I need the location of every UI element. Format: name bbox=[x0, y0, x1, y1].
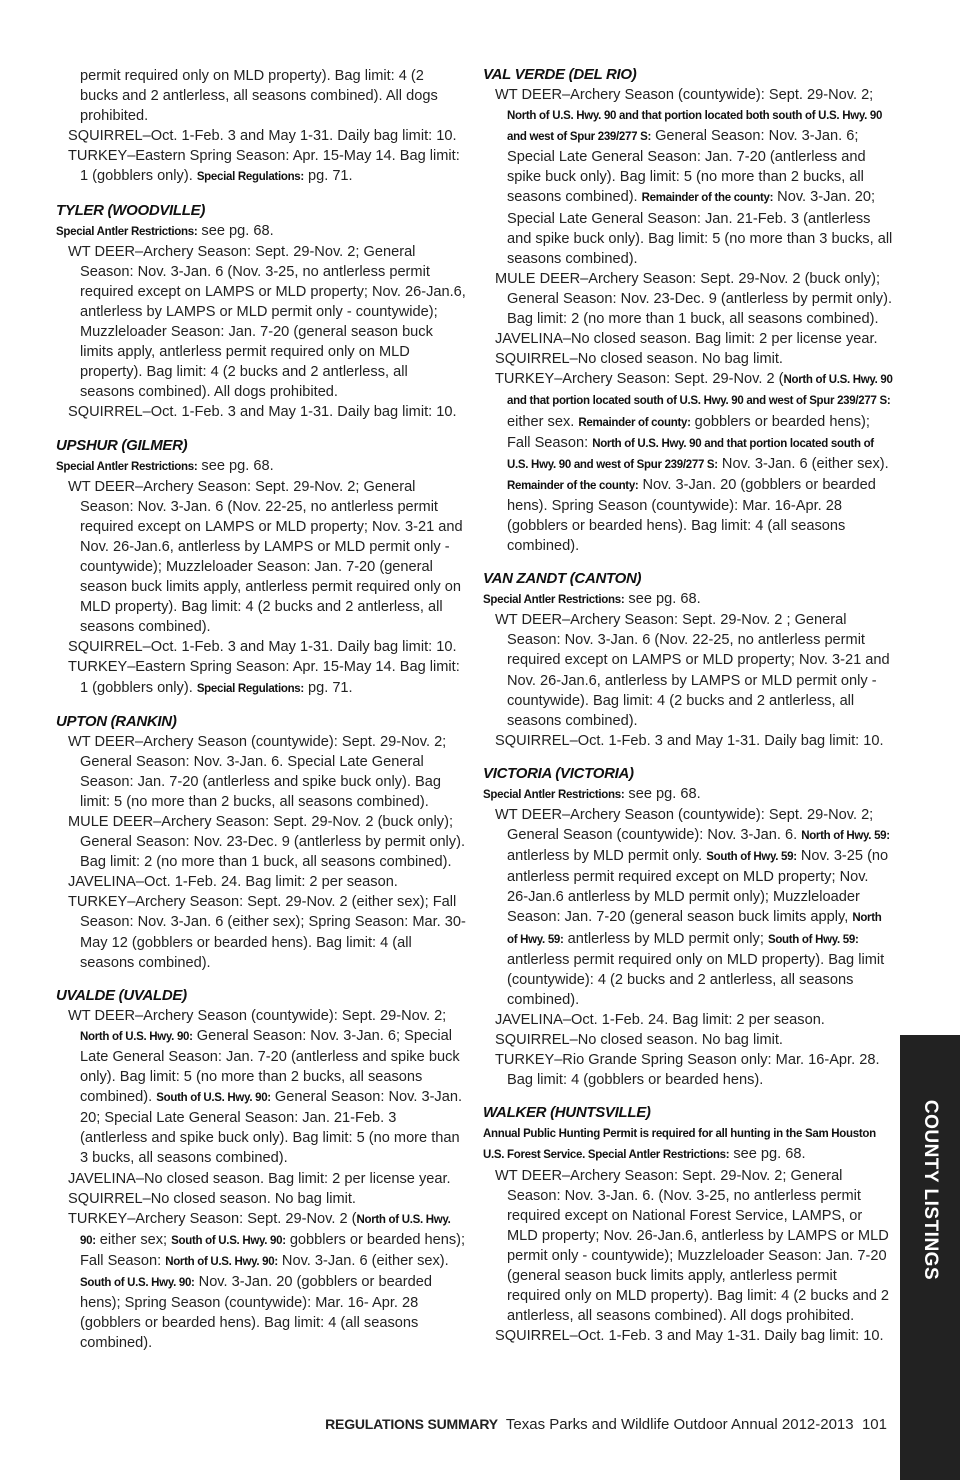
regulation-paragraph bbox=[56, 456, 466, 477]
regulation-paragraph bbox=[483, 784, 893, 805]
regulation-text: see pg. 68. bbox=[624, 785, 701, 802]
regulation-text: SQUIRREL–Oct. 1-Feb. 3 and May 1-31. Daily bag limit: 10. bbox=[495, 1328, 884, 1345]
regulation-text: SQUIRREL–Oct. 1-Feb. 3 and May 1-31. Daily bag limit: 10. bbox=[68, 404, 457, 421]
bold-qualifier: Remainder of county: bbox=[578, 416, 691, 429]
regulation-paragraph bbox=[483, 731, 893, 751]
regulation-paragraph bbox=[56, 126, 466, 146]
regulation-paragraph bbox=[483, 329, 893, 349]
regulation-paragraph bbox=[56, 1169, 466, 1189]
bold-qualifier: Special Regulations: bbox=[196, 682, 304, 695]
regulation-text: either sex. bbox=[507, 413, 579, 430]
right-column bbox=[483, 66, 893, 1360]
county-upton-rankin bbox=[56, 713, 466, 973]
regulation-text: WT DEER–Archery Season (countywide): Sept. 29-Nov. 2; bbox=[495, 87, 874, 103]
regulation-text: WT DEER–Archery Season (countywide): Sept. 29-Nov. 2; bbox=[68, 1007, 447, 1024]
regulation-paragraph bbox=[56, 402, 466, 422]
regulation-text: permit required only on MLD property). Bag limit: 4 (2 bucks and 2 antlerless, all seasons combined). All dogs prohibited. bbox=[80, 68, 438, 125]
regulation-text: TURKEY–Archery Season: Sept. 29-Nov. 2 ( bbox=[68, 1210, 357, 1227]
regulation-text: WT DEER–Archery Season: Sept. 29-Nov. 2; General Season: Nov. 3-Jan. 6 (Nov. 22-25, no antlerless permit required except on LAMPS or MLD property; Nov. 3-21 and Nov. 26-Jan.6, antlerless by LAMPS or MLD permit only - countywide); Muzzleloader Season: Jan. 7-20 (general season buck limits apply, antlerless permit required only on MLD property). Bag limit: 4 (2 bucks and 2 antlerless, all seasons combined). bbox=[68, 478, 463, 636]
regulation-paragraph bbox=[483, 349, 893, 369]
regulation-text: antlerless by MLD permit only. bbox=[507, 848, 707, 865]
regulation-text: gobblers or bearded hens); Fall Season: bbox=[507, 413, 870, 451]
county-van-zandt-canton bbox=[483, 570, 893, 751]
regulation-paragraph bbox=[56, 242, 466, 403]
bold-qualifier: Remainder of the county: bbox=[507, 479, 639, 492]
regulation-text: either sex; bbox=[95, 1231, 172, 1248]
regulation-text: JAVELINA–Oct. 1-Feb. 24. Bag limit: 2 per season. bbox=[495, 1011, 825, 1028]
regulation-paragraph bbox=[56, 221, 466, 242]
bold-qualifier: Special Antler Restrictions: bbox=[483, 594, 625, 607]
regulation-text: TURKEY–Archery Season: Sept. 29-Nov. 2 ( bbox=[495, 371, 784, 388]
regulation-text: WT DEER–Archery Season: Sept. 29-Nov. 2; General Season: Nov. 3-Jan. 6 (Nov. 3-25, no antlerless permit required except on LAMPS or MLD property; Nov. 26-Jan.6, antlerless by LAMPS or MLD permit only - countywide); Muzzleloader Season: Jan. 7-20 (general season buck limits apply, antlerless permit required only on MLD property). Bag limit: 4 (2 bucks and 2 antlerless, all seasons combined). All dogs prohibited. bbox=[68, 243, 466, 401]
regulation-text: pg. 71. bbox=[303, 168, 353, 185]
county-heading: UPTON (RANKIN) bbox=[56, 712, 177, 730]
regulation-text: SQUIRREL–Oct. 1-Feb. 3 and May 1-31. Daily bag limit: 10. bbox=[68, 128, 457, 145]
regulation-paragraph bbox=[56, 812, 466, 872]
regulation-paragraph bbox=[56, 732, 466, 812]
left-column bbox=[56, 66, 466, 1367]
bold-qualifier: South of Hwy. 59: bbox=[706, 851, 797, 864]
regulation-paragraph bbox=[483, 1010, 893, 1030]
bold-qualifier: South of U.S. Hwy. 90: bbox=[156, 1092, 271, 1105]
county-tyler-woodville bbox=[56, 202, 466, 423]
regulation-paragraph bbox=[56, 146, 466, 187]
county-heading: TYLER (WOODVILLE) bbox=[56, 201, 206, 219]
regulation-paragraph bbox=[483, 1030, 893, 1050]
regulation-paragraph bbox=[483, 610, 893, 731]
regulation-text: JAVELINA–No closed season. Bag limit: 2 per license year. bbox=[68, 1170, 451, 1187]
regulation-text: MULE DEER–Archery Season: Sept. 29-Nov. 2 (buck only); General Season: Nov. 23-Dec. 9 (antlerless by permit only). Bag limit: 2 (no more than 1 buck, all seasons combined). bbox=[495, 270, 893, 328]
regulation-paragraph bbox=[56, 1189, 466, 1209]
footer-publication: Texas Parks and Wildlife Outdoor Annual 2012-2013 bbox=[505, 1416, 854, 1433]
section-tab-label: COUNTY LISTINGS bbox=[920, 1099, 941, 1281]
regulation-text: SQUIRREL–No closed season. No bag limit. bbox=[68, 1190, 356, 1207]
page-number: 101 bbox=[861, 1416, 887, 1433]
regulation-paragraph bbox=[56, 892, 466, 972]
regulation-text: TURKEY–Archery Season: Sept. 29-Nov. 2 (either sex); Fall Season: Nov. 3-Jan. 6 (either sex); Spring Season: Mar. 30-May 12 (gobblers or bearded hens). Bag limit: 4 (all seasons combined). bbox=[68, 894, 466, 971]
regulation-paragraph bbox=[56, 1209, 466, 1354]
page-footer bbox=[0, 1416, 887, 1433]
regulation-text: SQUIRREL–No closed season. No bag limit. bbox=[495, 351, 783, 368]
bold-qualifier: Special Antler Restrictions: bbox=[483, 788, 625, 801]
bold-qualifier: North of U.S. Hwy. 90: bbox=[165, 1255, 278, 1268]
county-heading: VAN ZANDT (CANTON) bbox=[483, 570, 642, 588]
regulation-paragraph bbox=[483, 1050, 893, 1090]
regulation-text: Nov. 3-Jan. 20 (gobblers or bearded hens). Spring Season (countywide): Mar. 16-Apr. 28 (gobblers or bearded hens). Bag limit: 4 (all seasons combined). bbox=[507, 476, 876, 555]
regulation-text: Nov. 3-Jan. 6 (either sex). bbox=[277, 1252, 449, 1269]
county-victoria-victoria bbox=[483, 765, 893, 1090]
regulation-paragraph bbox=[483, 1326, 893, 1346]
regulation-text: WT DEER–Archery Season: Sept. 29-Nov. 2; General Season: Nov. 3-Jan. 6. (Nov. 3-25, no antlerless permit required except on National Forest Service, LAMPS, or MLD property; Nov. 26-Jan.6, antlerless by LAMPS or MLD permit only - countywide); Muzzleloader Season: Jan. 7-20 (general season buck limits apply, antlerless permit required only on MLD property). Bag limit: 4 (2 bucks and 2 antlerless, all seasons combined). All dogs prohibited. bbox=[495, 1167, 890, 1325]
regulation-text: WT DEER–Archery Season: Sept. 29-Nov. 2 ; General Season: Nov. 3-Jan. 6 (Nov. 22-25, no antlerless permit required except on LAMPS or MLD property; Nov. 3-21 and Nov. 26-Jan.6, antlerless by LAMPS or MLD permit only - countywide). Bag limit: 4 (2 bucks and 2 antlerless, all seasons combined). bbox=[495, 612, 890, 729]
regulation-text: Nov. 3-Jan. 20 (gobblers or bearded hens); Spring Season (countywide): Mar. 16- Apr. 28 (gobblers or bearded hens). Bag limit: 4 (all seasons combined). bbox=[80, 1273, 433, 1352]
regulation-text: General Season: Nov. 3-Jan. 6; Special Late General Season: Jan. 7-20 (antlerless and spike buck only). Bag limit: 5 (no more than 2 bucks, all seasons combined). bbox=[80, 1027, 460, 1106]
regulation-text: gobblers or bearded hens); Fall Season: bbox=[80, 1231, 466, 1269]
regulation-text: see pg. 68. bbox=[624, 591, 701, 608]
bold-qualifier: Special Antler Restrictions: bbox=[56, 225, 198, 238]
bold-qualifier: North of U.S. Hwy. 90: bbox=[80, 1213, 451, 1247]
regulation-paragraph bbox=[56, 637, 466, 657]
county-heading: VICTORIA (VICTORIA) bbox=[483, 764, 634, 782]
regulation-text: MULE DEER–Archery Season: Sept. 29-Nov. 2 (buck only); General Season: Nov. 23-Dec. 9 (antlerless by permit only). Bag limit: 2 (no more than 1 buck, all seasons combined). bbox=[68, 814, 466, 871]
regulation-text: see pg. 68. bbox=[729, 1146, 806, 1163]
bold-qualifier: North of U.S. Hwy. 90 and that portion located south of U.S. Hwy. 90 and west of Spur 239/277 S: bbox=[507, 374, 893, 408]
regulation-text: SQUIRREL–No closed season. No bag limit. bbox=[495, 1032, 783, 1049]
regulation-text: SQUIRREL–Oct. 1-Feb. 3 and May 1-31. Daily bag limit: 10. bbox=[68, 639, 457, 656]
regulation-text: pg. 71. bbox=[303, 679, 353, 696]
regulation-text: WT DEER–Archery Season (countywide): Sept. 29-Nov. 2; General Season: Nov. 3-Jan. 6. Special Late General Season: Jan. 7-20 (antlerless and spike buck only). Bag limit: 5 (no more than 2 bucks, all seasons combined). bbox=[68, 733, 447, 810]
regulation-paragraph bbox=[56, 66, 466, 126]
regulation-paragraph bbox=[483, 1123, 893, 1165]
regulation-text: see pg. 68. bbox=[197, 457, 274, 474]
bold-qualifier: North of Hwy. 59: bbox=[507, 912, 882, 946]
regulation-paragraph bbox=[56, 477, 466, 638]
regulation-text: TURKEY–Eastern Spring Season: Apr. 15-May 14. Bag limit: 1 (gobblers only). bbox=[68, 659, 460, 696]
regulation-text: Nov. 3-25 (no antlerless permit required except on MLD property; Nov. 26-Jan.6 antlerless by MLD permit only); Muzzleloader Season: Jan. 7-20 (general season buck limits apply, bbox=[507, 848, 889, 926]
bold-qualifier: North of Hwy. 59: bbox=[801, 830, 890, 843]
regulation-text: JAVELINA–Oct. 1-Feb. 24. Bag limit: 2 per season. bbox=[68, 874, 398, 891]
regulation-text: antlerless by MLD permit only; bbox=[563, 930, 768, 947]
county-continued bbox=[56, 66, 466, 188]
county-heading: VAL VERDE (DEL RIO) bbox=[483, 66, 637, 83]
regulation-paragraph bbox=[483, 589, 893, 610]
bold-qualifier: South of U.S. Hwy. 90: bbox=[80, 1276, 195, 1289]
regulation-paragraph bbox=[483, 269, 893, 329]
bold-qualifier: North of U.S. Hwy. 90 and that portion located both south of U.S. Hwy. 90 and west of Spur 239/277 S: bbox=[507, 110, 883, 144]
bold-qualifier: Special Regulations: bbox=[196, 171, 304, 184]
regulation-text: Nov. 3-Jan. 20; Special Late General Season: Jan. 21-Feb. 3 (antlerless and spike buck only). Bag limit: 5 (no more than 3 bucks, all seasons combined). bbox=[507, 189, 893, 267]
regulation-paragraph bbox=[483, 369, 893, 556]
regulation-paragraph bbox=[56, 872, 466, 892]
regulation-paragraph bbox=[483, 85, 893, 269]
county-val-verde-del-rio bbox=[483, 66, 893, 556]
regulation-text: General Season: Nov. 3-Jan. 6; Special Late General Season: Jan. 7-20 (antlerless and spike buck only). Bag limit: 5 (no more than 2 bucks, all seasons combined). bbox=[507, 128, 866, 206]
bold-qualifier: South of Hwy. 59: bbox=[767, 933, 859, 946]
county-walker-huntsville bbox=[483, 1104, 893, 1346]
regulation-paragraph bbox=[483, 805, 893, 1010]
regulation-text: General Season: Nov. 3-Jan. 20; Special Late General Season: Jan. 21-Feb. 3 (antlerless and spike buck only). Bag limit: 5 (no more than 3 bucks, all seasons combined). bbox=[80, 1089, 463, 1167]
regulation-text: antlerless permit required only on MLD property). Bag limit (countywide): 4 (2 bucks and 2 antlerless, all seasons combined). bbox=[507, 951, 885, 1008]
regulation-text: see pg. 68. bbox=[197, 222, 274, 239]
bold-qualifier: North of U.S. Hwy. 90: bbox=[80, 1030, 193, 1043]
regulation-text: SQUIRREL–Oct. 1-Feb. 3 and May 1-31. Daily bag limit: 10. bbox=[495, 732, 884, 749]
regulation-paragraph bbox=[56, 657, 466, 698]
bold-qualifier: Annual Public Hunting Permit is required for all hunting in the Sam Houston U.S. Forest Service. Special Antler Restrictions: bbox=[483, 1128, 876, 1162]
footer-section: REGULATIONS SUMMARY bbox=[325, 1416, 498, 1432]
county-upshur-gilmer bbox=[56, 437, 466, 699]
bold-qualifier: Special Antler Restrictions: bbox=[56, 460, 198, 473]
county-heading: WALKER (HUNTSVILLE) bbox=[483, 1104, 651, 1122]
regulation-paragraph bbox=[56, 1006, 466, 1169]
regulation-paragraph bbox=[483, 1166, 893, 1327]
county-uvalde-uvalde bbox=[56, 987, 466, 1354]
bold-qualifier: Remainder of the county: bbox=[641, 192, 774, 205]
county-heading: UVALDE (UVALDE) bbox=[56, 986, 187, 1004]
bold-qualifier: North of U.S. Hwy. 90 and that portion located south of U.S. Hwy. 90 and west of Spur 239/277 S: bbox=[507, 437, 874, 471]
regulation-text: WT DEER–Archery Season (countywide): Sept. 29-Nov. 2; General Season (countywide): Nov. 3-Jan. 6. bbox=[495, 807, 874, 844]
regulation-text: JAVELINA–No closed season. Bag limit: 2 per license year. bbox=[495, 331, 878, 348]
county-heading: UPSHUR (GILMER) bbox=[56, 436, 188, 454]
regulation-text: TURKEY–Rio Grande Spring Season only: Mar. 16-Apr. 28. Bag limit: 4 (gobblers or bearded hens). bbox=[495, 1052, 880, 1089]
regulation-text: Nov. 3-Jan. 6 (either sex). bbox=[717, 455, 889, 472]
bold-qualifier: South of U.S. Hwy. 90: bbox=[171, 1234, 286, 1247]
regulation-text: TURKEY–Eastern Spring Season: Apr. 15-May 14. Bag limit: 1 (gobblers only). bbox=[68, 148, 460, 185]
